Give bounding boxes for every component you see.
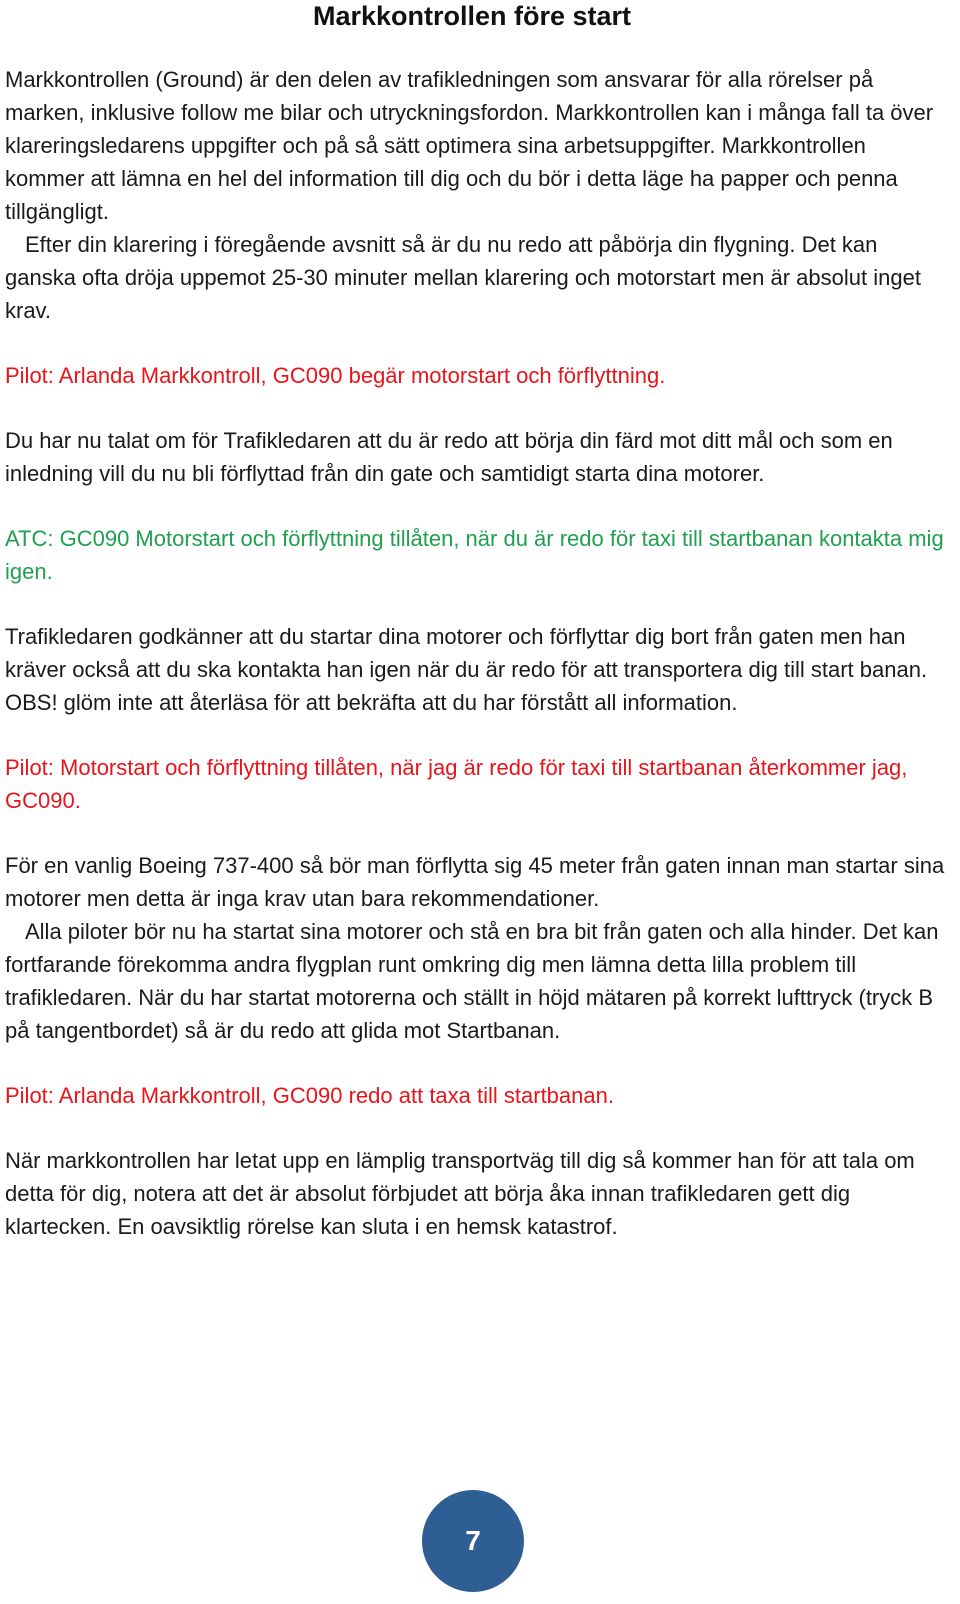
- pilot-phrase-2: Pilot: Motorstart och förflyttning tillåten, när jag är redo för taxi till startbanan återkommer jag, GC090.: [5, 755, 908, 813]
- pilot-phrase-3: Pilot: Arlanda Markkontroll, GC090 redo att taxa till startbanan.: [5, 1083, 614, 1108]
- atc-phrase-1: ATC: GC090 Motorstart och förflyttning tillåten, när du är redo för taxi till startbanan kontakta mig igen.: [5, 526, 944, 584]
- intro-text-continued: Efter din klarering i föregående avsnitt så är du nu redo att påbörja din flygning. Det kan ganska ofta dröja uppemot 25-30 minuter mellan klarering och motorstart men är absolut inget krav.: [5, 232, 921, 323]
- page-title: Markkontrollen före start: [312, 1, 632, 31]
- page-number-badge: 7: [422, 1490, 524, 1592]
- body-paragraph-3: Trafikledaren godkänner att du startar dina motorer och förflyttar dig bort från gaten men han kräver också att du ska kontakta han igen när du är redo för att transportera dig till start banan. OBS! glöm inte att återläsa för att bekräfta att du har förstått all information.: [5, 624, 928, 715]
- body-paragraph-5: När markkontrollen har letat upp en lämplig transportväg till dig så kommer han för att tala om detta för dig, notera att det är absolut förbjudet att börja åka innan trafikledaren gett dig klartecken. En oavsiktlig rörelse kan sluta i en hemsk katastrof.: [5, 1148, 915, 1239]
- body-paragraph-2: Du har nu talat om för Trafikledaren att du är redo att börja din färd mot ditt mål och som en inledning vill du nu bli förflyttad från din gate och samtidigt starta dina motorer.: [5, 428, 893, 486]
- body-paragraph-4-text: För en vanlig Boeing 737-400 så bör man förflytta sig 45 meter från gaten innan man startar sina motorer men detta är inga krav utan bara rekommendationer.: [5, 853, 945, 911]
- document-body: [5, 63, 950, 1275]
- body-paragraph-4-continued: Alla piloter bör nu ha startat sina motorer och stå en bra bit från gaten och alla hinder. Det kan fortfarande förekomma andra flygplan runt omkring dig men lämna detta lilla problem till trafikledaren. När du har startat motorerna och ställt in höjd mätaren på korrekt lufttryck (tryck B på tangentbordet) så är du redo att glida mot Startbanan.: [5, 919, 939, 1043]
- intro-paragraph: [5, 63, 950, 327]
- body-paragraph-4: [5, 849, 950, 1047]
- pilot-phrase-1: Pilot: Arlanda Markkontroll, GC090 begär motorstart och förflyttning.: [5, 363, 666, 388]
- intro-text: Markkontrollen (Ground) är den delen av trafikledningen som ansvarar för alla rörelser på marken, inklusive follow me bilar och utryckningsfordon. Markkontrollen kan i många fall ta över klareringsledarens uppgifter och på så sätt optimera sina arbetsuppgifter. Markkontrollen kommer att lämna en hel del information till dig och du bör i detta läge ha papper och penna tillgängligt.: [5, 67, 934, 224]
